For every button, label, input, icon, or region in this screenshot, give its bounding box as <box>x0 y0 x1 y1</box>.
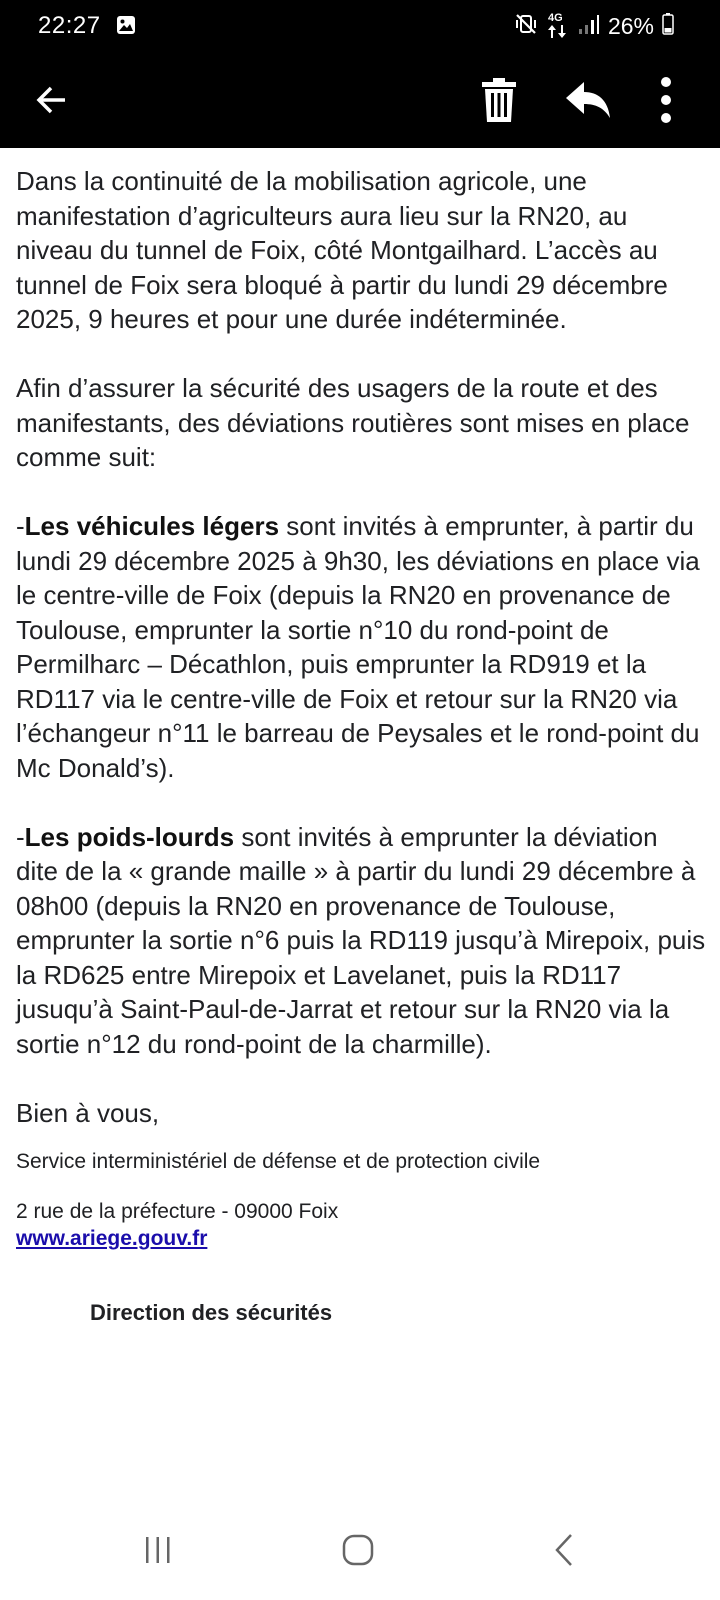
reply-icon[interactable] <box>560 72 616 128</box>
email-paragraph-heavy-vehicles: -Les poids-lourds sont invités à emprunter la déviation dite de la « grande maille » à partir du lundi 29 décembre à 08h00 (depuis la RN20 en provenance de Toulouse, emprunter la sortie n°6 puis la RD119 jusqu’à Mirepoix, puis la RD625 entre Mirepoix et Lavelanet, puis la RD117 jusuqu’à Saint-Paul-de-Jarrat et retour sur la RN20 via la sortie n°12 du rond-point de la charmille). <box>16 821 706 1059</box>
signature-service: Service interministériel de défense et de protection civile <box>16 1150 541 1173</box>
trash-icon[interactable] <box>471 72 527 128</box>
back-arrow-icon[interactable] <box>24 72 80 128</box>
heavy-vehicles-heading: Les poids-lourds <box>24 821 235 852</box>
email-paragraph-light-vehicles: -Les véhicules légers sont invités à emprunter, à partir du lundi 29 décembre 2025 à 9h30, les déviations en place via le centre-ville de Foix (depuis la RN20 en provenance de Toulouse, emprunter la sortie n°10 du rond-point de Permilharc – Décathlon, puis emprunter la RD919 et la RD117 via le centre-ville de Foix et retour sur la RN20 via l’échangeur n°11 le barreau de Peysales et le rond-point du Mc Donald’s). <box>16 511 700 783</box>
battery-icon <box>662 13 674 40</box>
back-icon[interactable] <box>540 1526 588 1574</box>
status-bar <box>0 0 720 52</box>
more-vert-icon[interactable] <box>638 72 694 128</box>
email-paragraph-2: Afin d’assurer la sécurité des usagers de la route et des manifestants, des déviations routières sont mises en place comme suit: <box>16 373 690 472</box>
network-4g-icon: 4G <box>546 12 570 40</box>
signature-link[interactable]: www.ariege.gouv.fr <box>16 1227 208 1250</box>
signature-direction: Direction des sécurités <box>90 1300 333 1325</box>
battery-percent: 26% <box>607 12 654 39</box>
light-vehicles-heading: Les véhicules légers <box>24 511 280 541</box>
email-paragraph-1: Dans la continuité de la mobilisation agricole, une manifestation d’agriculteurs aura lieu sur la RN20, au niveau du tunnel de Foix, côté Montgailhard. L’accès au tunnel de Foix sera bloqué à partir du lundi 29 décembre 2025, 9 heures et pour une durée indéterminée. <box>16 166 668 334</box>
recent-apps-icon[interactable] <box>134 1526 182 1574</box>
signature-address: 2 rue de la préfecture - 09000 Foix <box>16 1200 339 1223</box>
status-time: 22:27 <box>38 12 101 39</box>
navigation-bar <box>0 1500 720 1600</box>
signal-icon <box>578 13 600 40</box>
mute-vibrate-icon <box>514 12 538 41</box>
home-icon[interactable] <box>334 1526 382 1574</box>
email-body <box>16 148 706 1326</box>
photo-icon <box>116 15 136 35</box>
app-bar <box>0 52 720 148</box>
status-icons <box>514 12 674 40</box>
email-closing: Bien à vous, <box>16 1097 160 1128</box>
